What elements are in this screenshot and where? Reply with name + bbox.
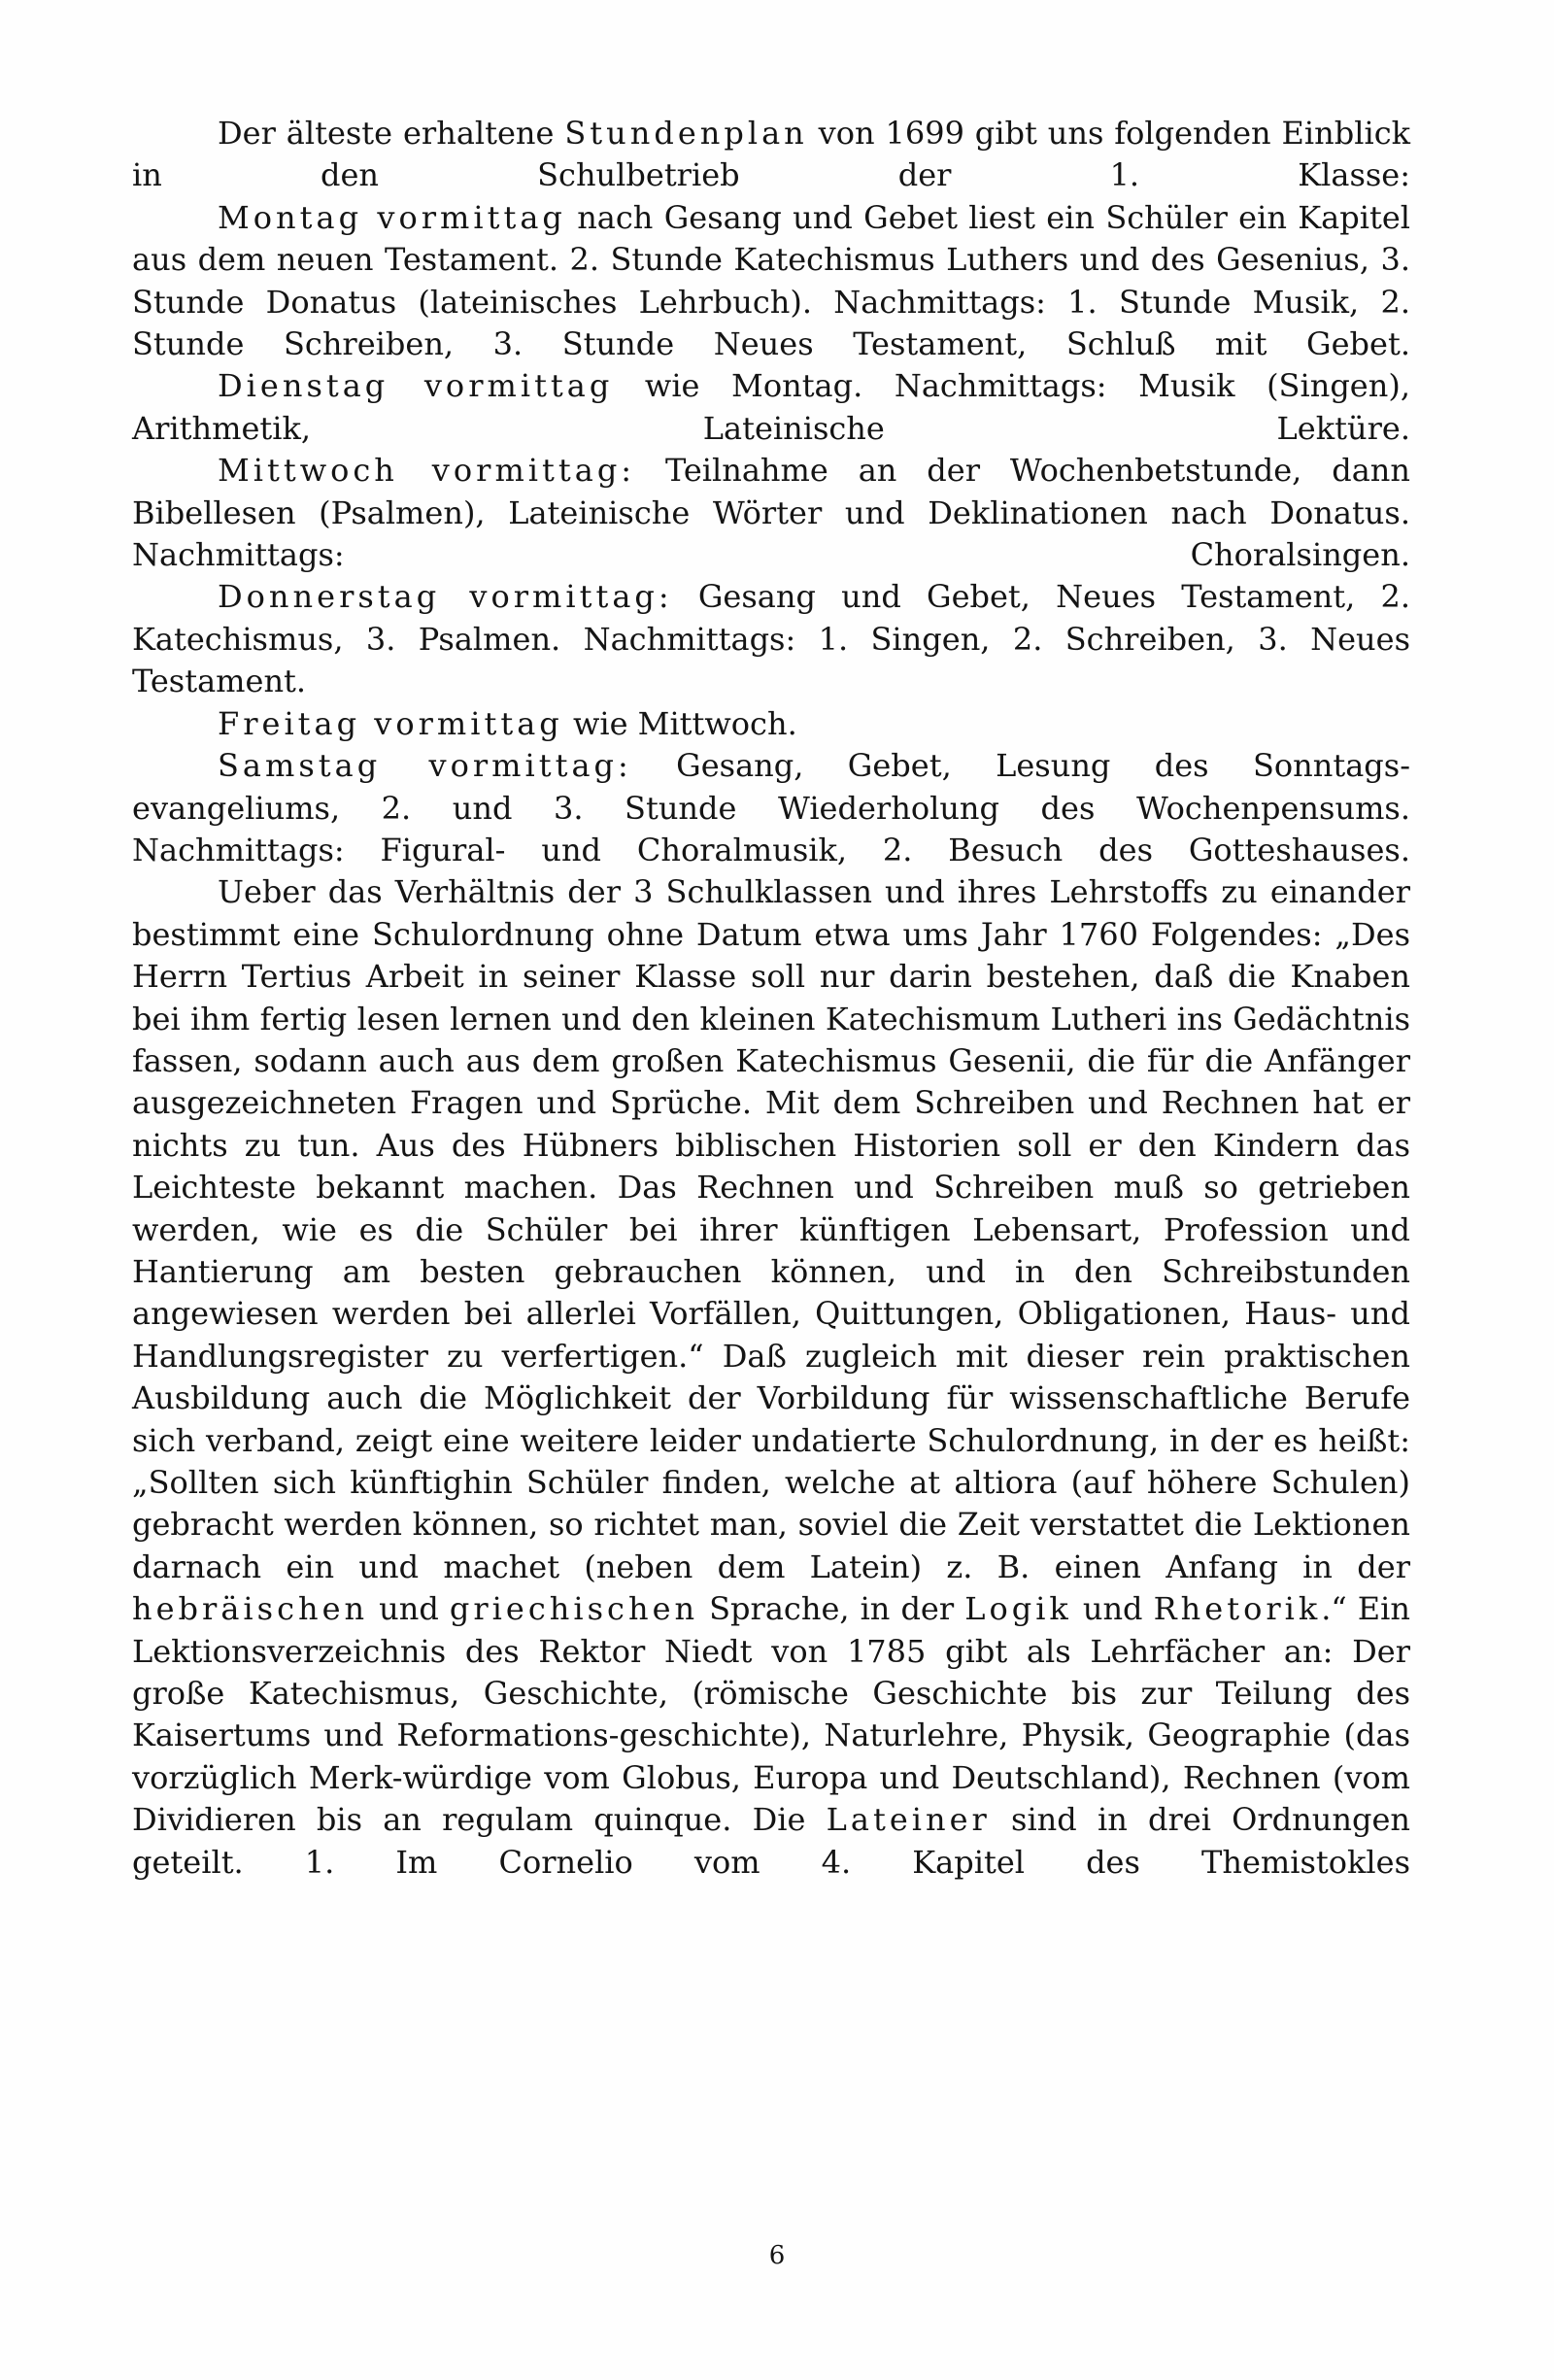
text-span: .“ Ein Lektionsverzeichnis des Rektor Niedt von 1785 gibt als Lehrfächer an: Der große Katechismus, Geschichte, (römische Geschichte bis zur Teilung des Kaisertums und Reformations-geschichte), Naturlehre, Physik, Geographie (das vorzüglich Merk-würdige vom Globus, Europa und Deutschland), Rechnen (vom Dividieren bis an regulam quinque. Die — [132, 1590, 1411, 1839]
text-span: Gesang und Gebet, Neues Testament, 2. Katechismus, 3. Psalmen. Nachmittags: 1. Singen, 2. Schreiben, 3. Neues Testament. — [132, 578, 1411, 700]
emphasis-spaced: Rhetorik — [1153, 1590, 1322, 1628]
text-span: und — [368, 1590, 450, 1628]
page-number: 6 — [768, 2241, 786, 2270]
day-label-tuesday: Dienstag vormittag — [218, 367, 614, 405]
text-span: Teilnahme an der Wochenbetstunde, dann Bibellesen (Psalmen), Lateinische Wörter und Deklinationen nach Donatus. Nachmittags: Choralsingen. — [132, 452, 1410, 574]
text-span: von 1699 gibt uns folgenden Einblick in den Schulbetrieb der 1. Klasse: — [132, 115, 1410, 194]
text-span: Der älteste erhaltene — [218, 115, 565, 152]
text-span: Sprache, in der — [698, 1590, 965, 1628]
day-label-thursday: Donnerstag vormittag: — [218, 578, 673, 616]
paragraph-friday — [132, 703, 1410, 745]
paragraph-school-order — [132, 871, 1410, 1884]
emphasis-spaced: Logik — [964, 1590, 1072, 1628]
body-text — [132, 113, 1410, 1884]
text-span: wie Montag. Nachmittags: Musik (Singen), Arithmetik, Lateinische Lektüre. — [132, 367, 1411, 447]
day-label-saturday: Samstag vormittag: — [218, 747, 632, 785]
paragraph-monday — [132, 197, 1410, 366]
paragraph-intro — [132, 113, 1410, 197]
emphasis-spaced: Lateiner — [826, 1801, 991, 1839]
paragraph-thursday — [132, 576, 1410, 702]
text-span: wie Mittwoch. — [562, 704, 797, 742]
text-span: und — [1071, 1590, 1154, 1628]
paragraph-tuesday — [132, 365, 1410, 450]
day-label-friday: Freitag vormittag — [218, 704, 563, 742]
day-label-monday: Montag vormittag — [218, 198, 566, 236]
paragraph-saturday — [132, 745, 1410, 871]
emphasis-spaced: hebräischen — [132, 1590, 369, 1628]
emphasis-spaced: Stundenplan — [564, 115, 808, 152]
emphasis-spaced: griechischen — [449, 1590, 699, 1628]
day-label-wednesday: Mittwoch vormittag: — [218, 452, 636, 490]
text-span: Gesang, Gebet, Lesung des Sonntags-evangeliums, 2. und 3. Stunde Wiederholung des Wochenpensums. Nachmittags: Figural- und Choralmusik, 2. Besuch des Gotteshauses. — [132, 747, 1411, 868]
text-span: Ueber das Verhältnis der 3 Schulklassen und ihres Lehrstoffs zu einander bestimmt eine Schulordnung ohne Datum etwa ums Jahr 1760 Folgendes: „Des Herrn Tertius Arbeit in seiner Klasse soll nur darin bestehen, daß die Knaben bei ihm fertig lesen lernen und den kleinen Katechismum Lutheri ins Gedächtnis fassen, sodann auch aus dem großen Katechismus Gesenii, die für die Anfänger ausgezeichneten Fragen und Sprüche. Mit dem Schreiben und Rechnen hat er nichts zu tun. Aus des Hübners biblischen Historien soll er den Kindern das Leichteste bekannt machen. Das Rechnen und Schreiben muß so getrieben werden, wie es die Schüler bei ihrer künftigen Lebensart, Profession und Hantierung am besten gebrauchen können, und in den Schreibstunden angewiesen werden bei allerlei Vorfällen, Quittungen, Obligationen, Haus- und Handlungsregister zu verfertigen.“ Daß zugleich mit dieser rein praktischen Ausbildung auch die Möglichkeit der Vorbildung für wissenschaftliche Berufe sich verband, zeigt eine weitere leider undatierte Schulordnung, in der es heißt: „Sollten sich künftighin Schüler finden, welche at altiora (auf höhere Schulen) gebracht werden können, so richtet man, soviel die Zeit verstattet die Lektionen darnach ein und machet (neben dem Latein) z. B. einen Anfang in der — [132, 873, 1410, 1585]
paragraph-wednesday — [132, 450, 1410, 576]
text-span: sind in drei Ordnungen geteilt. 1. Im Cornelio vom 4. Kapitel des Themistokles — [132, 1801, 1411, 1881]
text-span: nach Gesang und Gebet liest ein Schüler ein Kapitel aus dem neuen Testament. 2. Stunde Katechismus Luthers und des Gesenius, 3. Stunde Donatus (lateinisches Lehrbuch). Nachmittags: 1. Stunde Musik, 2. Stunde Schreiben, 3. Stunde Neues Testament, Schluß mit Gebet. — [132, 198, 1410, 363]
